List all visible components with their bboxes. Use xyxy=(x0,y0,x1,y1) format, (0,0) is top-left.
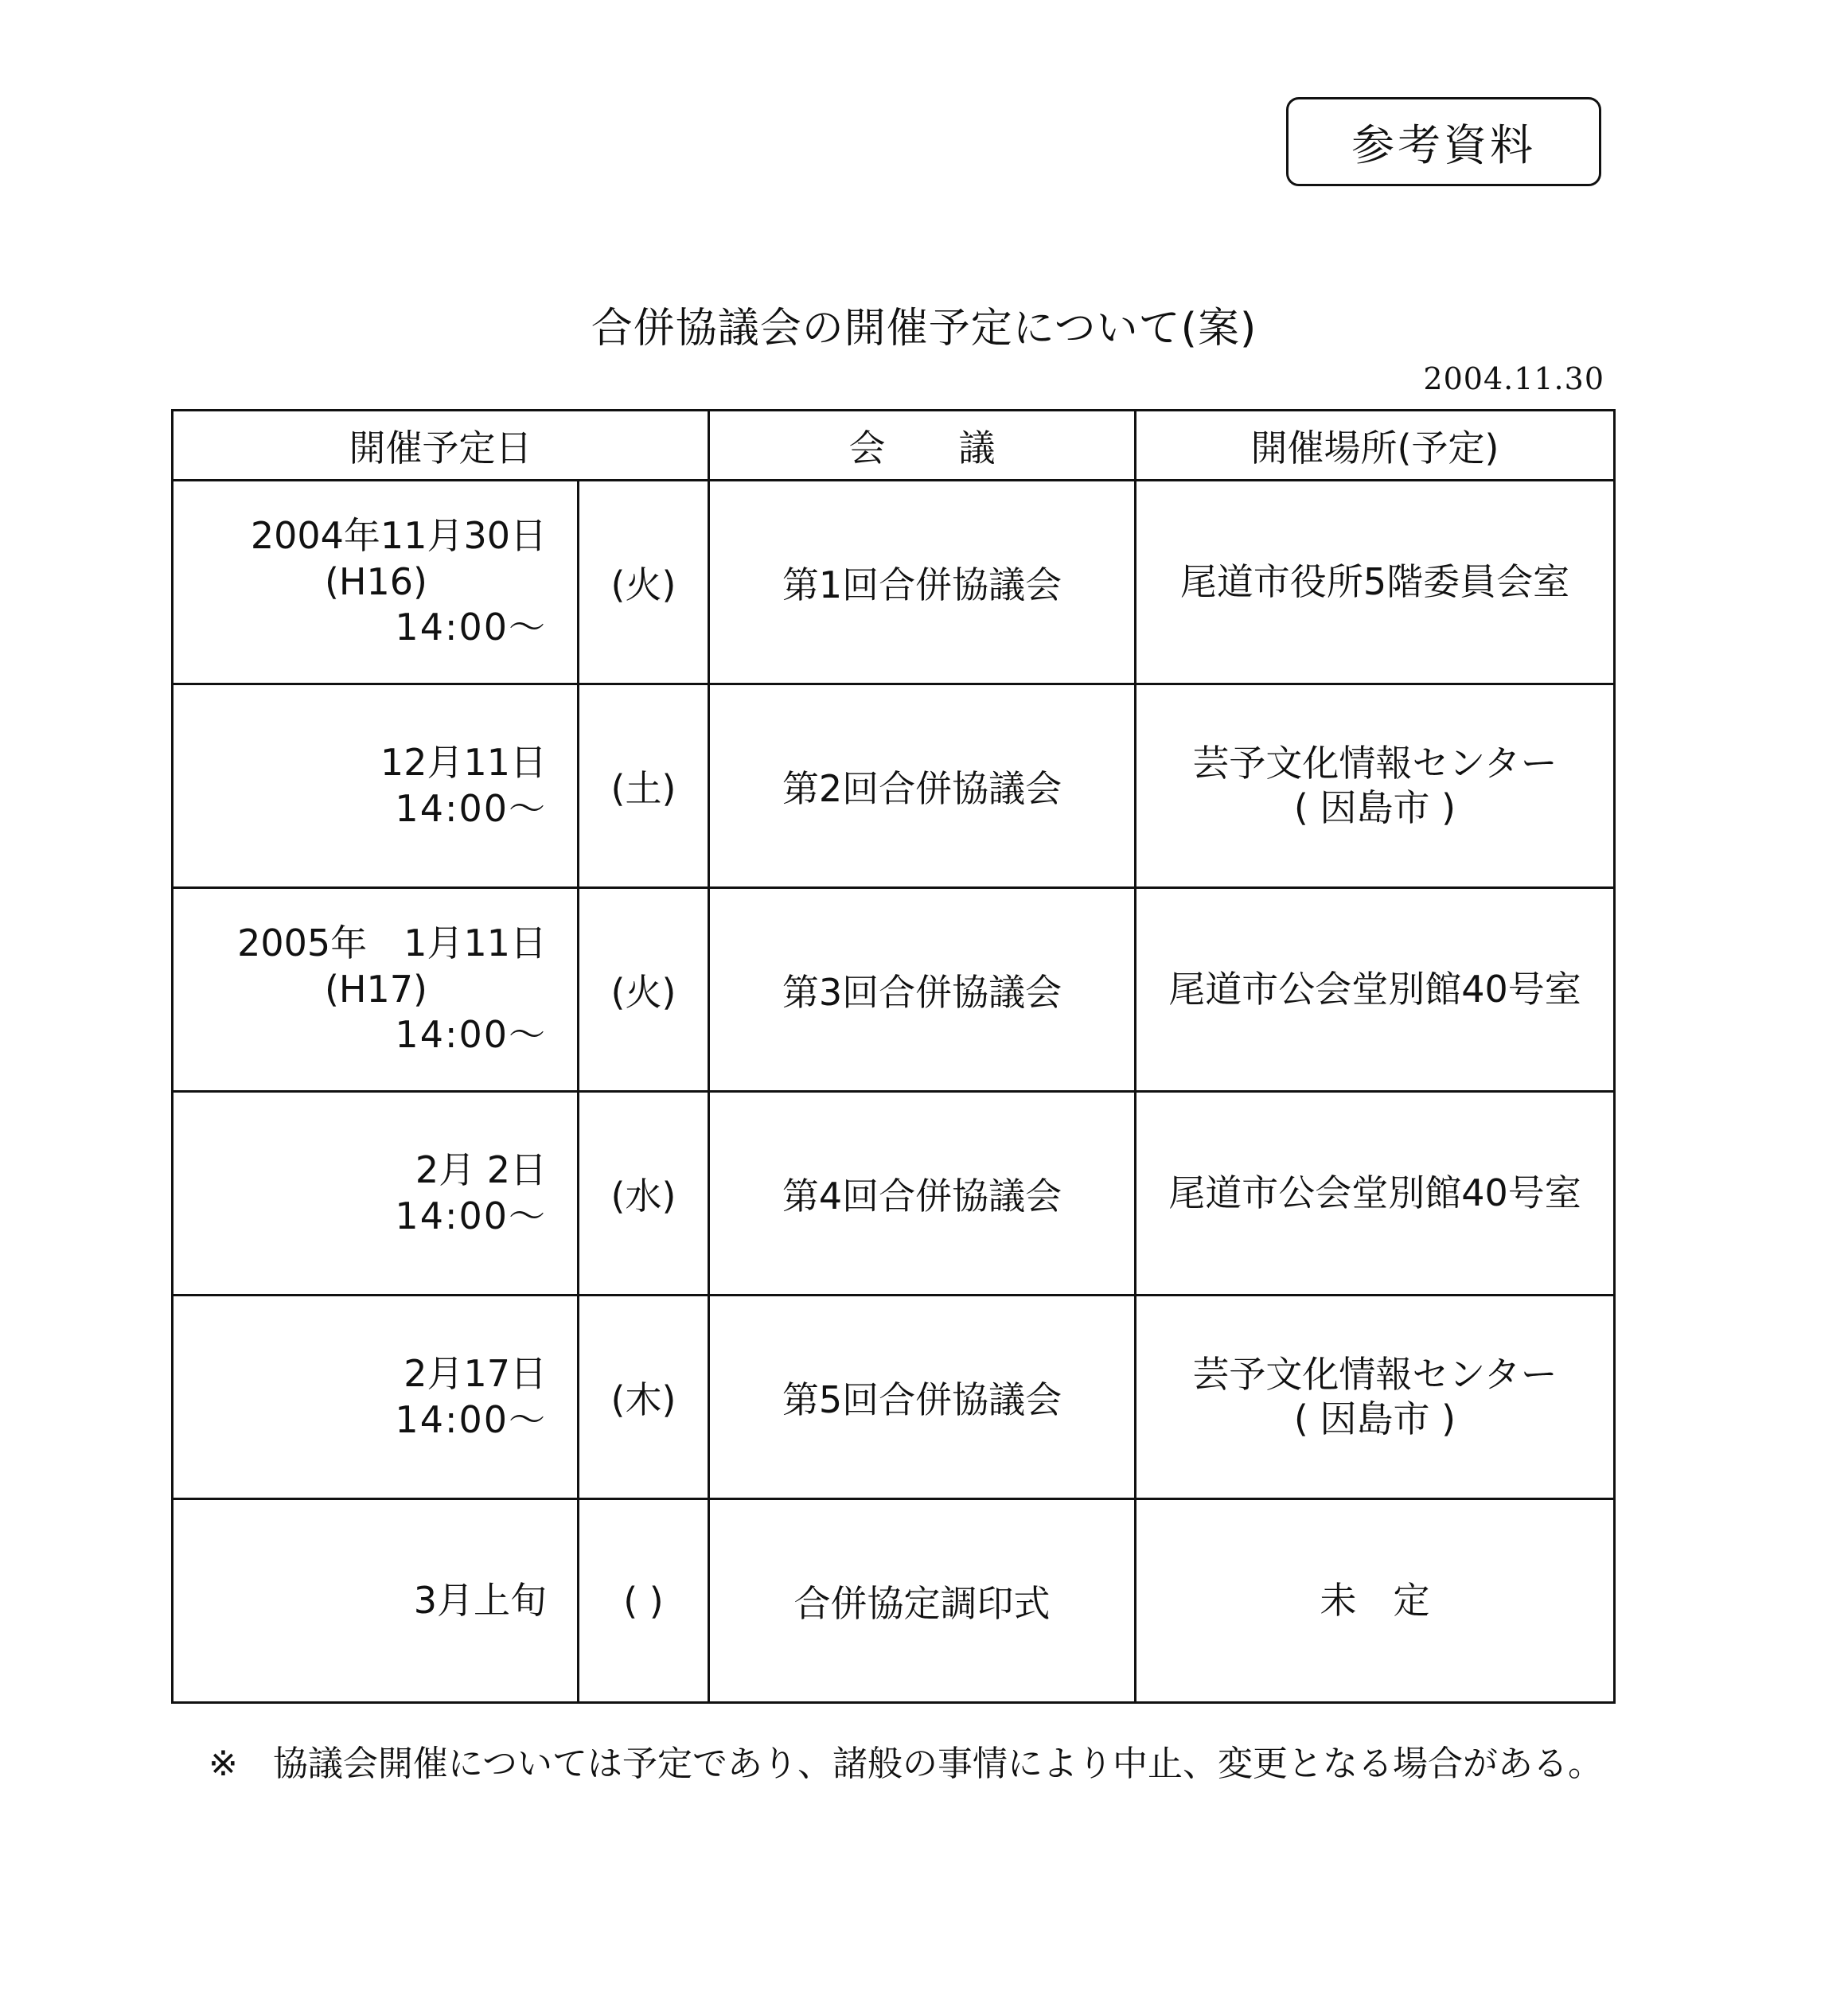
meeting-cell: 第5回合併協議会 xyxy=(709,1296,1136,1499)
weekday-cell: (木) xyxy=(579,1296,709,1499)
date-cell xyxy=(173,481,579,684)
era-text: (H17) xyxy=(324,967,427,1011)
time-text: 14:00～ xyxy=(395,1397,547,1441)
place-text: 芸予文化情報センター xyxy=(1192,1353,1558,1397)
era-text: (H16) xyxy=(324,559,427,603)
meeting-cell: 合併協定調印式 xyxy=(709,1499,1136,1703)
weekday-cell: (火) xyxy=(579,888,709,1092)
time-text: 14:00～ xyxy=(395,786,547,830)
place-cell xyxy=(1136,481,1615,684)
place-text: 尾道市公会堂別館40号室 xyxy=(1168,1171,1581,1214)
date-cell xyxy=(173,1092,579,1296)
place-subtext: ( 因島市 ) xyxy=(1293,785,1456,829)
date-cell xyxy=(173,1296,579,1499)
meeting-cell: 第1回合併協議会 xyxy=(709,481,1136,684)
header-date: 開催予定日 xyxy=(173,411,709,481)
date-cell xyxy=(173,684,579,888)
place-text: 芸予文化情報センター xyxy=(1192,742,1558,785)
date-cell xyxy=(173,888,579,1092)
place-text: 未 定 xyxy=(1320,1578,1430,1622)
date-text: 2月 2日 xyxy=(415,1148,547,1191)
place-cell xyxy=(1136,684,1615,888)
table-row xyxy=(173,1092,1615,1296)
document-title: 合併協議会の開催予定について(案) xyxy=(591,305,1257,353)
document-date: 2004.11.30 xyxy=(1423,361,1604,396)
date-text: 3月上旬 xyxy=(413,1578,547,1622)
table-row xyxy=(173,481,1615,684)
reference-material-badge: 参考資料 xyxy=(1286,97,1601,186)
table-row xyxy=(173,1296,1615,1499)
header-meeting: 会 議 xyxy=(709,411,1136,481)
place-cell xyxy=(1136,888,1615,1092)
time-text: 14:00～ xyxy=(395,606,547,649)
meeting-cell: 第3回合併協議会 xyxy=(709,888,1136,1092)
footnote: ※ 協議会開催については予定であり、諸般の事情により中止、変更となる場合がある。 xyxy=(209,1744,1603,1784)
weekday-cell: (土) xyxy=(579,684,709,888)
table-row xyxy=(173,1499,1615,1703)
table-row xyxy=(173,888,1615,1092)
header-place: 開催場所(予定) xyxy=(1136,411,1615,481)
place-subtext: ( 因島市 ) xyxy=(1293,1397,1456,1440)
date-text: 2004年11月30日 xyxy=(250,514,547,558)
weekday-cell: (水) xyxy=(579,1092,709,1296)
time-text: 14:00～ xyxy=(395,1013,547,1057)
place-cell xyxy=(1136,1499,1615,1703)
date-text: 2月17日 xyxy=(404,1352,547,1395)
place-text: 尾道市公会堂別館40号室 xyxy=(1168,967,1581,1011)
weekday-cell: (火) xyxy=(579,481,709,684)
table-header-row xyxy=(173,411,1615,481)
place-cell xyxy=(1136,1092,1615,1296)
table-row xyxy=(173,684,1615,888)
place-cell xyxy=(1136,1296,1615,1499)
weekday-cell: ( ) xyxy=(579,1499,709,1703)
meeting-cell: 第2回合併協議会 xyxy=(709,684,1136,888)
meeting-schedule-table xyxy=(171,409,1616,1704)
meeting-cell: 第4回合併協議会 xyxy=(709,1092,1136,1296)
date-cell xyxy=(173,1499,579,1703)
date-text: 12月11日 xyxy=(380,741,547,784)
time-text: 14:00～ xyxy=(395,1194,547,1237)
date-text: 2005年 1月11日 xyxy=(237,922,547,965)
place-text: 尾道市役所5階委員会室 xyxy=(1179,559,1570,603)
